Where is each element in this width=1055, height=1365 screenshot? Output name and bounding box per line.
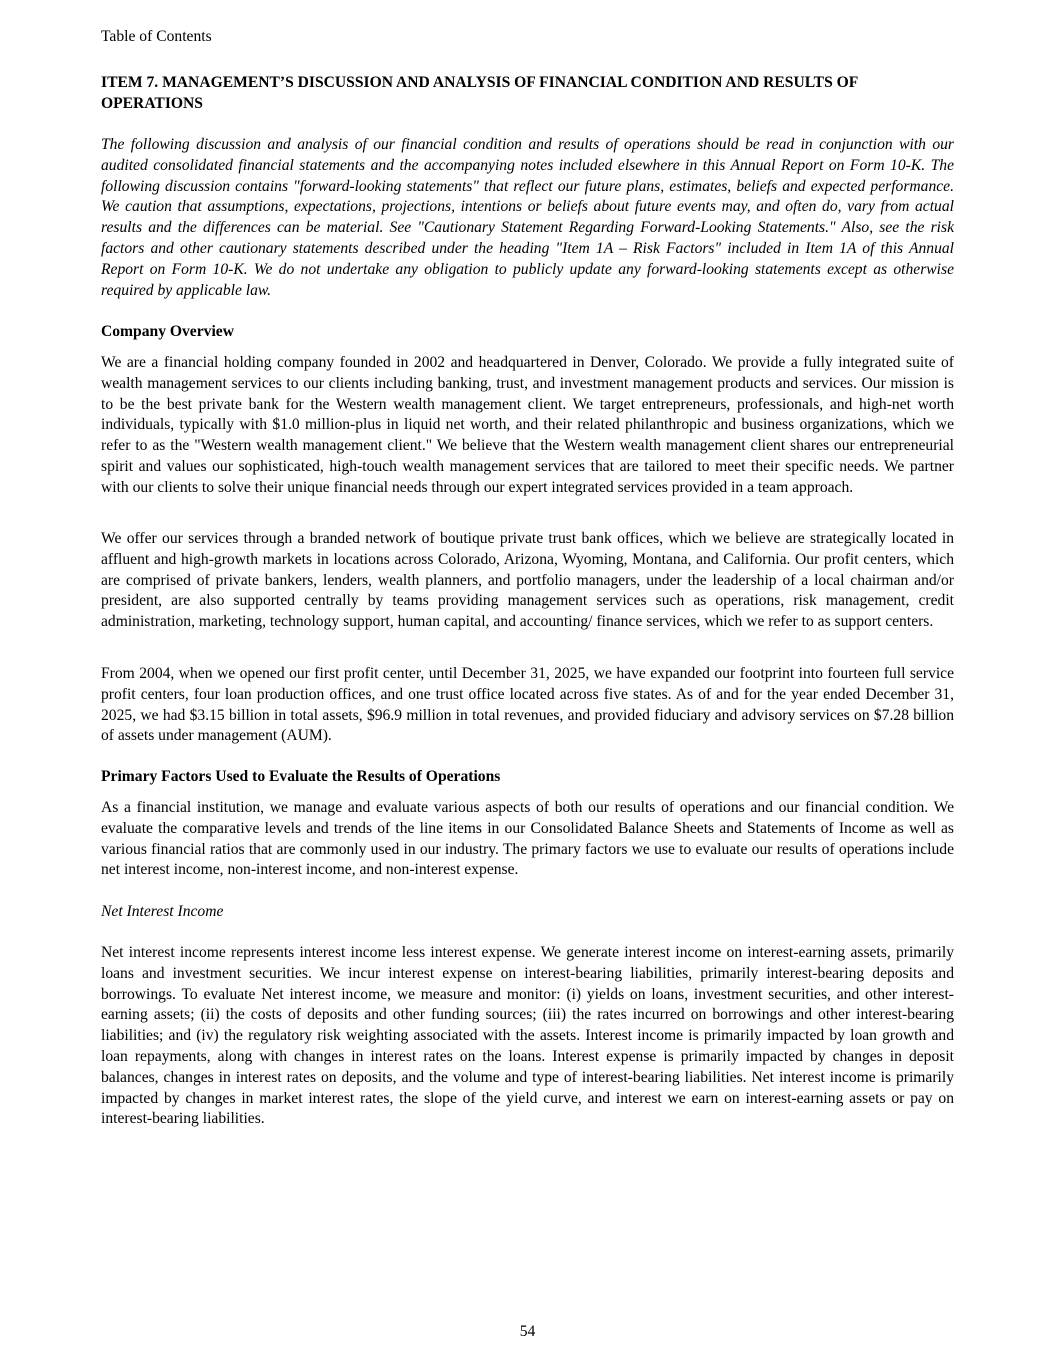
primary-factors-paragraph: As a financial institution, we manage and evaluate various aspects of both our results of operations and our financial condition. We evaluate the comparative levels and trends of the line items in our Consolidated Balance Sheets and Statements of Income as well as various financial ratios that are commonly used in our industry. The primary factors we use to evaluate our results of operations include net interest income, non-interest income, and non-interest expense. (101, 799, 954, 879)
table-of-contents-link[interactable]: Table of Contents (101, 28, 212, 45)
company-overview-paragraph-1: We are a financial holding company founded in 2002 and headquartered in Denver, Colorado. We provide a fully integrated suite of wealth management services to our clients including banking, trust, and investment management products and services. Our mission is to be the best private bank for the Western wealth management client. We target entrepreneurs, professionals, and high-net worth individuals, typically with $1.0 million-plus in liquid net worth, and their related philanthropic and business organizations, which we refer to as the "Western wealth management client." We believe that the Western wealth management client shares our entrepreneurial spirit and values our sophisticated, high-touch wealth management services that are tailored to meet their specific needs. We partner with our clients to solve their unique financial needs through our expert integrated services provided in a team approach. (101, 354, 954, 496)
company-overview-paragraph-3: From 2004, when we opened our first profit center, until December 31, 2025, we have expanded our footprint into fourteen full service profit centers, four loan production offices, and one trust office located across five states. As of and for the year ended December 31, 2025, we had $3.15 billion in total assets, $96.9 million in total revenues, and provided fiduciary and advisory services on $7.28 billion of assets under management (AUM). (101, 665, 954, 745)
page-number: 54 (519, 1323, 536, 1340)
item-7-heading: ITEM 7. MANAGEMENT’S DISCUSSION AND ANALYSIS OF FINANCIAL CONDITION AND RESULTS OF OPERATIONS (101, 74, 858, 112)
net-interest-income-paragraph: Net interest income represents interest income less interest expense. We generate interest income on interest-earning assets, primarily loans and investment securities. We incur interest expense on interest-bearing liabilities, primarily interest-bearing deposits and borrowings. To evaluate Net interest income, we measure and monitor: (i) yields on loans, investment securities, and other interest-earning assets; (ii) the costs of deposits and other funding sources; (iii) the rates incurred on borrowings and other interest-bearing liabilities; and (iv) the regulatory risk weighting associated with the assets. Interest income is primarily impacted by loan growth and loan repayments, along with changes in interest rates on the loans. Interest expense is primarily impacted by changes in deposit balances, changes in interest rates on deposits, and the volume and type of interest-bearing liabilities. Net interest income is primarily impacted by changes in market interest rates, the slope of the yield curve, and interest we earn on interest-earning assets or pay on interest-bearing liabilities. (101, 944, 954, 1128)
net-interest-income-heading: Net Interest Income (101, 903, 224, 920)
company-overview-heading: Company Overview (101, 323, 234, 340)
company-overview-paragraph-2: We offer our services through a branded network of boutique private trust bank offices, which we believe are strategically located in affluent and high-growth markets in locations across Colorado, Arizona, Wyoming, Montana, and California. Our profit centers, which are comprised of private bankers, lenders, wealth planners, and portfolio managers, under the leadership of a local chairman and/or president, are also supported centrally by teams providing management services such as operations, risk management, credit administration, marketing, technology support, human capital, and accounting/ finance services, which we refer to as support centers. (101, 530, 954, 631)
primary-factors-heading: Primary Factors Used to Evaluate the Results of Operations (101, 768, 501, 785)
intro-paragraph: The following discussion and analysis of our financial condition and results of operations should be read in conjunction with our audited consolidated financial statements and the accompanying notes included elsewhere in this Annual Report on Form 10-K. The following discussion contains "forward-looking statements" that reflect our future plans, estimates, beliefs and expected performance. We caution that assumptions, expectations, projections, intentions or beliefs about future events may, and often do, vary from actual results and the differences can be material. See "Cautionary Statement Regarding Forward-Looking Statements." Also, see the risk factors and other cautionary statements described under the heading "Item 1A – Risk Factors" included in Item 1A of this Annual Report on Form 10-K. We do not undertake any obligation to publicly update any forward-looking statements except as otherwise required by applicable law. (101, 136, 954, 299)
